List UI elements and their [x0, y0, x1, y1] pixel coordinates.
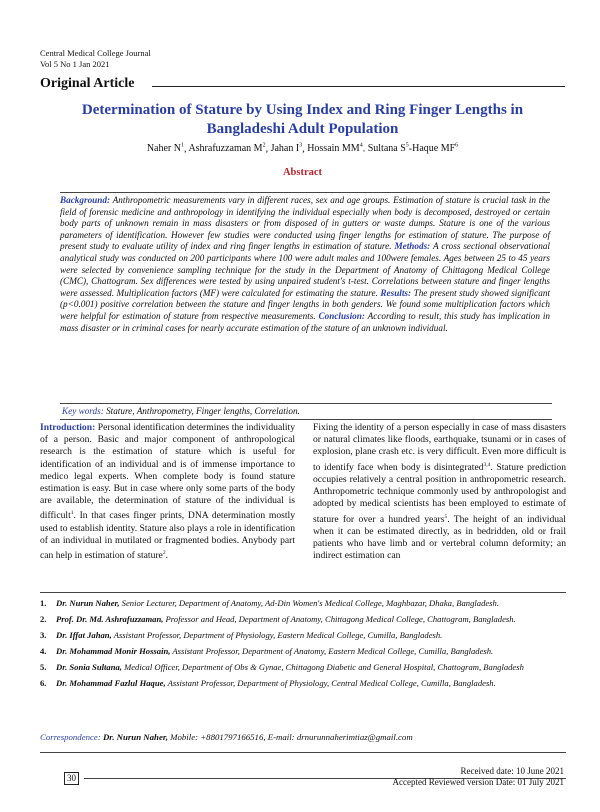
title-line: Bangladeshi Adult Population — [206, 121, 399, 137]
abstract-body — [60, 192, 550, 405]
body-column-right — [313, 422, 566, 563]
body-column-left — [40, 422, 295, 563]
accepted-date: Accepted Reviewed version Date: 01 July 2021 — [392, 777, 564, 787]
correspondence-name: Dr. Nurun Naher, — [102, 732, 168, 742]
results-text: The present study showed significant (p<0.001) positive correlation between the stature and finger lengths in both genders. We found some multiplication factors which were helpful for estimation of stature from respective measurements. — [60, 287, 551, 321]
methods-label: Methods: — [394, 241, 431, 252]
author: Haque $MF^6$ — [412, 143, 459, 155]
keywords-label: Key words: — [62, 406, 104, 416]
background-label: Background: — [60, 195, 111, 205]
paragraph-text: . The height of an individual when it can be estimated directly, as in bedridden, old or frail patients who have limb and or vertebral column deformity; an indirect estimation can — [313, 513, 566, 562]
author: Sultana $S^5$ — [367, 143, 409, 155]
author: Ashrafuzzaman $M^2$ — [188, 143, 266, 155]
author-list: Naher $N^1$, Ashrafuzzaman $M^2$, Jahan $I^3$, Hossain $MM^4$. Sultana $S^5$-Haque $MF^6$ — [146, 143, 459, 155]
article-title — [40, 101, 565, 139]
title-line: Determination of Stature by Using Index and Ring Finger Lengths in — [81, 102, 524, 118]
received-date: Received date: 10 June 2021 — [460, 766, 564, 776]
keywords-text: Stature, Anthropometry, Finger lengths, Correlation. — [103, 406, 300, 416]
correspondence-label: Correspondence: — [40, 732, 101, 742]
paragraph-text: . — [165, 550, 168, 562]
affiliation-item: 4. Dr. Mohammad Monir Hossain, Assistant Professor, Department of Anatomy, Eastern Medical College, Cumilla, Bangladesh. — [40, 646, 494, 656]
keywords — [60, 403, 552, 420]
paragraph-text: Fixing the identity of a person especially in case of mass disasters or natural climates like floods, earthquake, tsunami or in cases of explosion, plane crash etc. is very difficult. Even more difficult is to identify face when body is disintegrated — [313, 422, 566, 473]
author: Naher $N^1$ — [146, 143, 184, 155]
divider — [40, 592, 566, 593]
affiliation-item: 3. Dr. Iffat Jahan, Assistant Professor, Department of Physiology, Eastern Medical College, Cumilla, Bangladesh. — [40, 630, 443, 640]
submission-dates — [393, 766, 564, 788]
citation: 1 — [70, 510, 74, 517]
affiliation-list — [40, 598, 566, 694]
abstract-heading: Abstract — [282, 167, 323, 178]
affiliation-item: 1. Dr. Nurun Naher, Senior Lecturer, Department of Anatomy, Ad-Din Women's Medical College, Maghbazar, Dhaka, Bangladesh. — [40, 598, 499, 608]
correspondence — [40, 732, 566, 742]
paragraph-text: Personal identification determines the individuality of a person. Basic and major component of anthropological research is the estimation of stature which is useful for identification of an individual and is of immense importance to medico legal experts. When complete body is found stature estimation is easy. But in case where only some parts of the body are available, the determination of stature of the individual is difficult — [40, 422, 295, 522]
journal-header — [40, 48, 151, 70]
results-label: Results: — [380, 287, 412, 298]
author: Hossain $MM^4$ — [307, 143, 363, 155]
correspondence-details: Mobile: +8801797166516, E-mail: drnurunnaherimtiaz@gmail.com — [167, 732, 413, 742]
divider — [40, 752, 566, 753]
conclusion-text: According to result, this study has implication in mass disaster or in criminal cases for nearly accurate estimation of the stature of an unknown individual. — [60, 310, 550, 333]
citation: 3,4 — [483, 461, 491, 468]
divider — [152, 86, 565, 87]
affiliation-item: 5. Dr. Sonia Sultana, Medical Officer, Department of Obs & Gynae, Chittagong Diabetic and General Hospital, Chattogram, Bangladesh — [40, 662, 524, 672]
affiliation-item: 6. Dr. Mohammad Fazlul Haque, Assistant Professor, Department of Physiology, Central Medical College, Cumilla, Bangladesh. — [40, 678, 496, 688]
citation: 5 — [444, 513, 448, 520]
paragraph-text: . In that cases finger prints, DNA determination mostly used to establish identity. Stature also plays a role in identification of an individual in mutilated or fragmented bodies. Anybody part can help in estimation of stature — [40, 510, 295, 562]
page-number: 30 — [64, 772, 79, 785]
article-type: Original Article — [40, 76, 135, 91]
journal-issue: Vol 5 No 1 Jan 2021 — [40, 59, 110, 69]
journal-name: Central Medical College Journal — [40, 48, 151, 58]
introduction-label: Introduction: — [40, 422, 96, 433]
conclusion-label: Conclusion: — [318, 310, 365, 321]
paragraph-text: . Stature prediction occupies relatively a central position in anthropometric research. Anthropometric technique commonly used by anthropologist and adopted by medical scientists has been employed to estimate of stature for over a hundred years — [313, 461, 566, 525]
background-text: Anthropometric measurements vary in different races, sex and age groups. Estimation of stature is crucial task in the field of forensic medicine and anthropology in identifying the individual especially when body is decomposed, destroyed or certain body parts of unknown remain in mass disasters or from disposed of in gutters or waste dumps. Stature is one of the various parameters of identification. However few studies were conducted using finger lengths for estimation of stature. The purpose of present study to evaluate utility of index and ring finger lengths in estimation of stature. — [60, 195, 550, 252]
citation: 2 — [162, 550, 166, 557]
affiliation-item: 2. Prof. Dr. Md. Ashrafuzzaman, Professor and Head, Department of Anatomy, Chittagong Medical College, Chattogram, Bangladesh. — [40, 614, 516, 624]
author: Jahan $I^3$ — [270, 143, 303, 155]
methods-text: A cross sectional observational analytical study was conducted on 200 participants where 100 were adult males and 100were females. Ages between 25 to 45 years were selected by convenience sampling technique for the study in the Department of Anatomy of Chittagong Medical College (CMC), Chattogram. Sex differences were tested by using unpaired student's t-test. Correlations between stature and finger lengths were assessed. Multiplication factors (MF) were calculated for estimating the stature. — [60, 241, 550, 298]
